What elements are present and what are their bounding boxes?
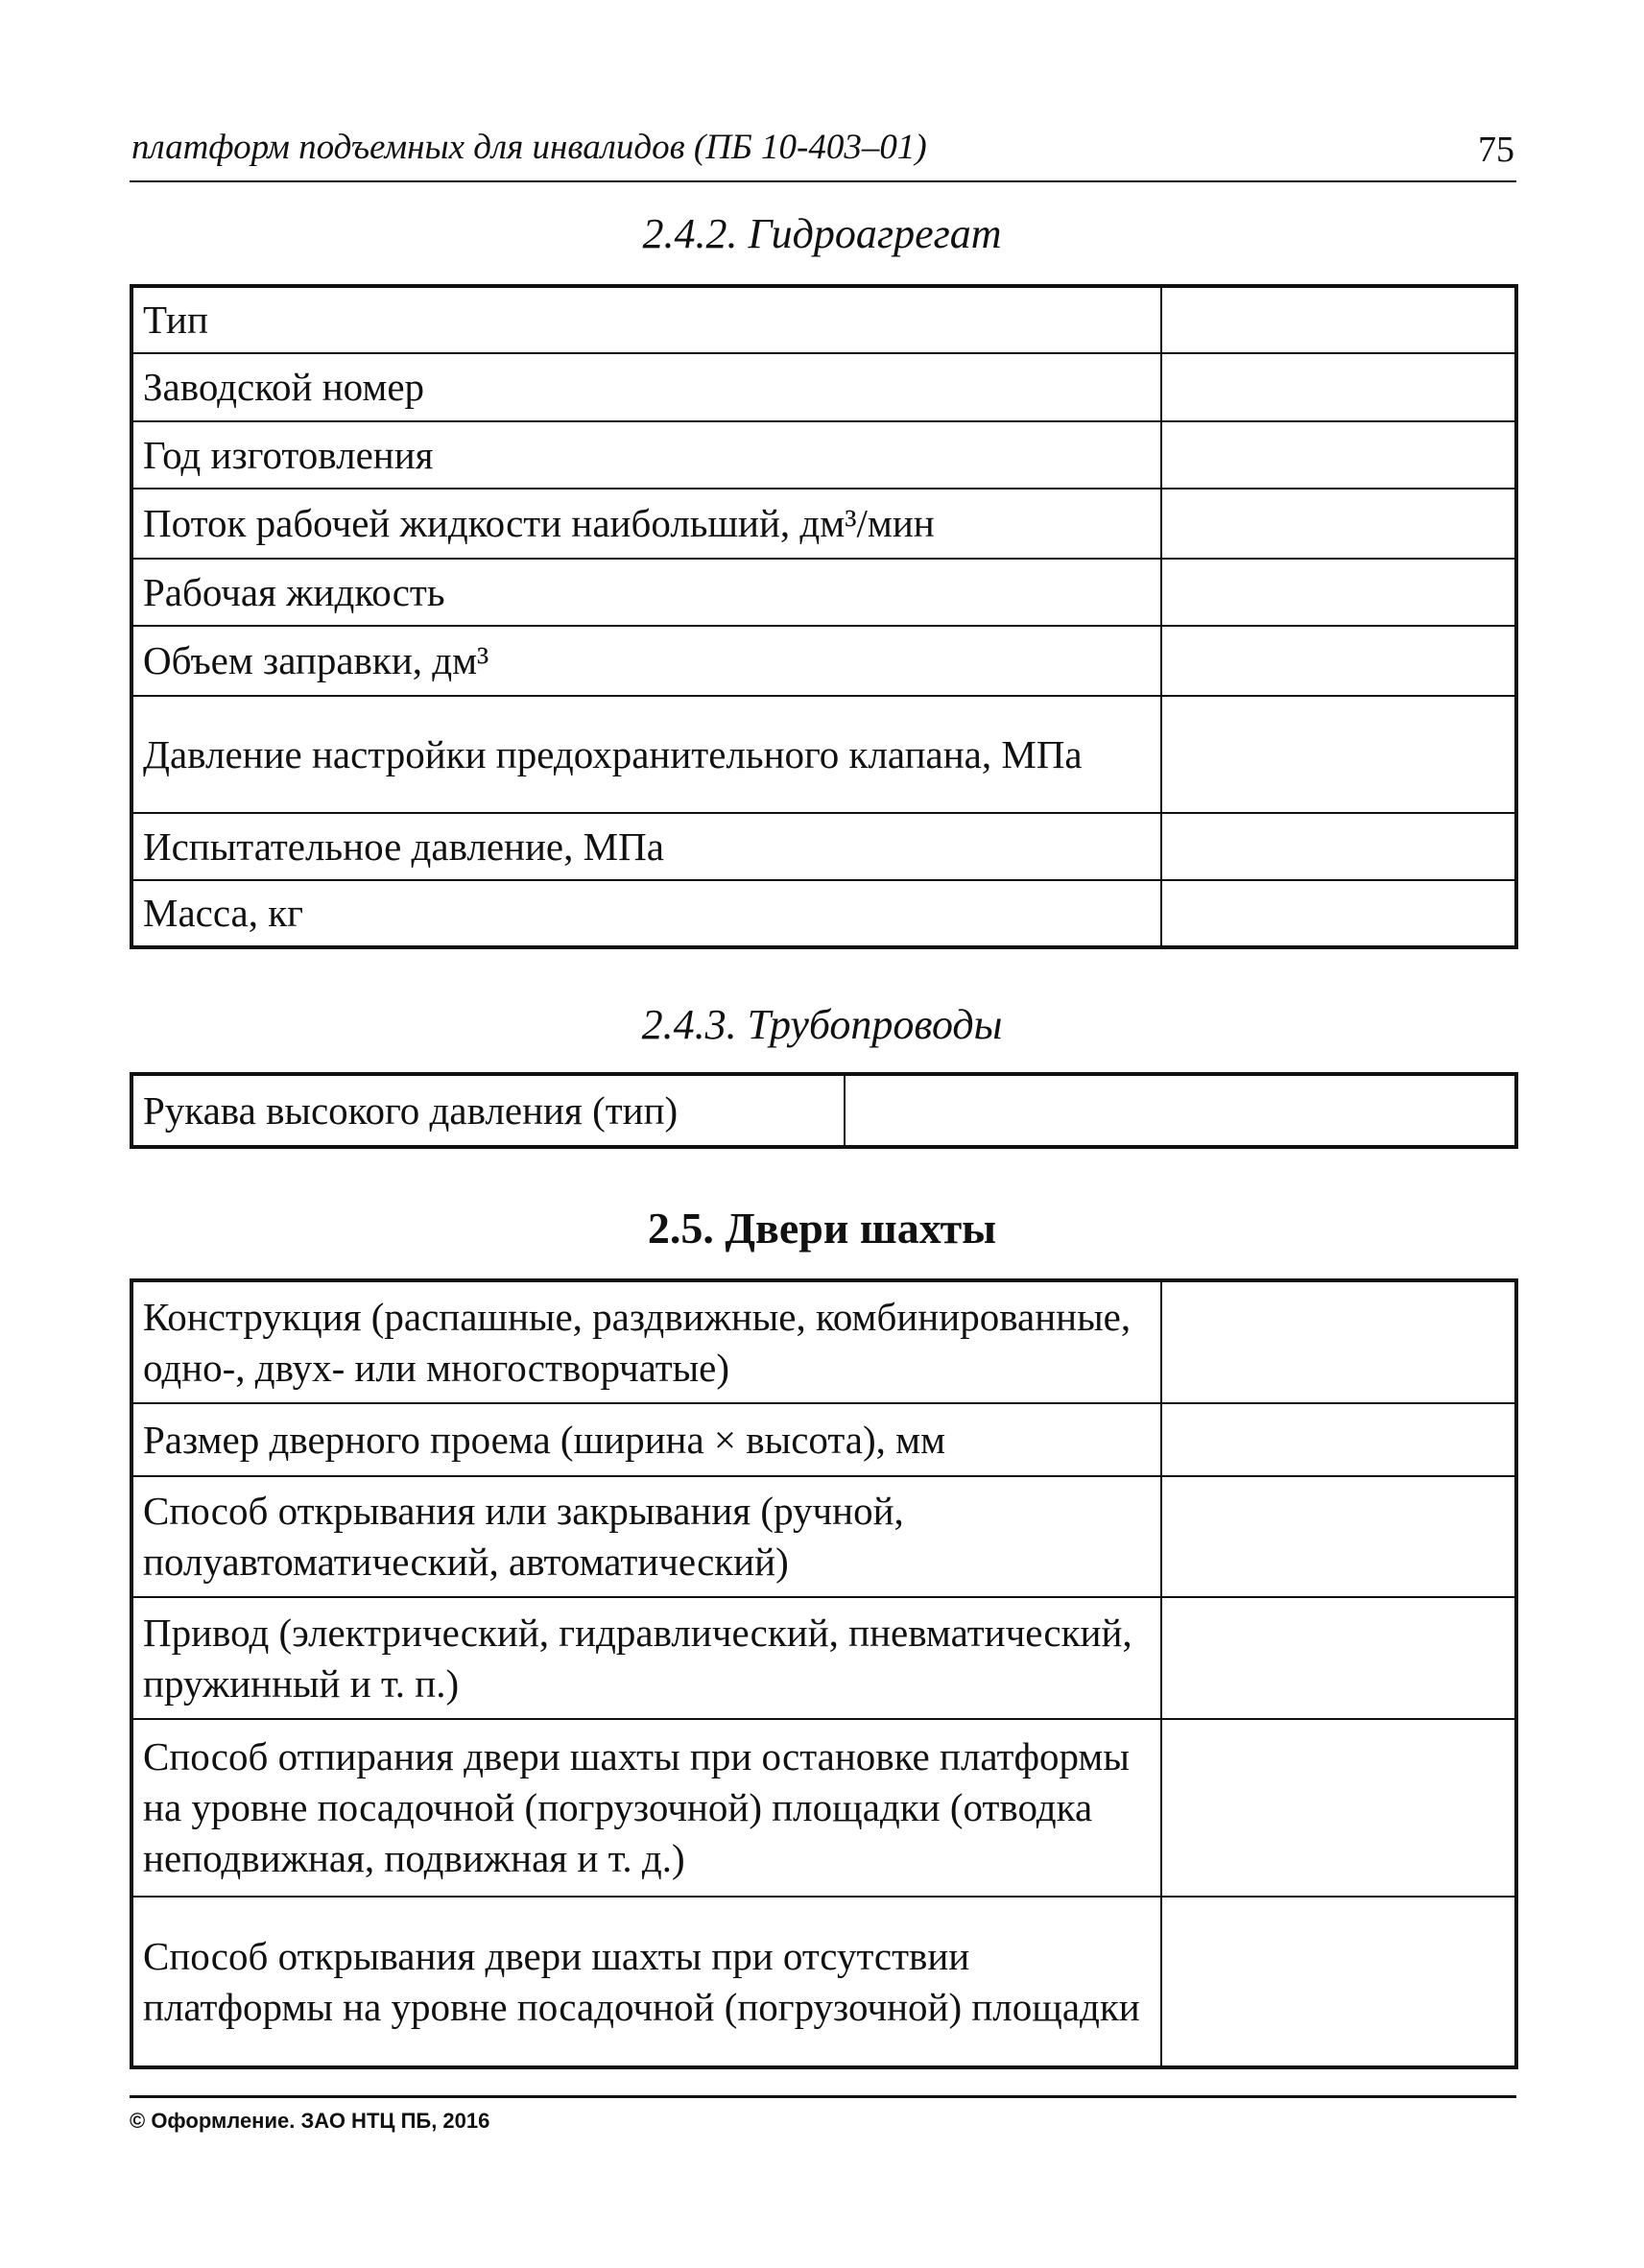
row-value bbox=[1161, 880, 1516, 947]
table-row bbox=[131, 1403, 1516, 1476]
hydraulic-unit-table bbox=[130, 284, 1518, 949]
row-value bbox=[1161, 489, 1516, 559]
row-value bbox=[1161, 626, 1516, 696]
row-value bbox=[1161, 1719, 1516, 1897]
table-row bbox=[131, 559, 1516, 626]
row-label: Способ открывания или закрывания (ручной, полуавтоматический, автоматический) bbox=[131, 1476, 1161, 1597]
running-header bbox=[130, 123, 1516, 182]
footer-copyright: © Оформление. ЗАО НТЦ ПБ, 2016 bbox=[130, 2109, 490, 2133]
table-row bbox=[131, 696, 1516, 813]
row-value bbox=[1161, 559, 1516, 626]
table-row bbox=[131, 626, 1516, 696]
table-row bbox=[131, 880, 1516, 947]
row-label: Объем заправки, дм³ bbox=[131, 626, 1161, 696]
row-label: Рабочая жидкость bbox=[131, 559, 1161, 626]
page-number: 75 bbox=[1478, 130, 1514, 170]
row-label: Испытательное давление, МПа bbox=[131, 813, 1161, 880]
row-value bbox=[1161, 1476, 1516, 1597]
row-label: Масса, кг bbox=[131, 880, 1161, 947]
row-value bbox=[1161, 286, 1516, 353]
running-header-title: платформ подъемных для инвалидов (ПБ 10-403–01) bbox=[131, 128, 927, 167]
table-row bbox=[131, 1074, 1516, 1147]
row-label: Привод (электрический, гидравлический, пневматический, пружинный и т. п.) bbox=[131, 1597, 1161, 1719]
row-label: Год изготовления bbox=[131, 421, 1161, 489]
row-label: Поток рабочей жидкости наибольший, дм³/мин bbox=[131, 489, 1161, 559]
table-row bbox=[131, 813, 1516, 880]
pipelines-table bbox=[130, 1072, 1518, 1149]
row-value bbox=[1161, 353, 1516, 421]
row-label: Давление настройки предохранительного клапана, МПа bbox=[131, 696, 1161, 813]
table-row bbox=[131, 1719, 1516, 1897]
row-label: Размер дверного проема (ширина × высота), мм bbox=[131, 1403, 1161, 1476]
row-value bbox=[1161, 1280, 1516, 1403]
section-heading-2-4-3: 2.4.3. Трубопроводы bbox=[641, 1001, 1003, 1048]
row-value bbox=[1161, 421, 1516, 489]
row-label: Способ отпирания двери шахты при остановке платформы на уровне посадочной (погрузочной) площадки (отводка неподвижная, подвижная и т. д.) bbox=[131, 1719, 1161, 1897]
table-row bbox=[131, 286, 1516, 353]
table-row bbox=[131, 489, 1516, 559]
table-row bbox=[131, 1597, 1516, 1719]
shaft-doors-table bbox=[130, 1278, 1518, 2069]
row-value bbox=[845, 1074, 1516, 1147]
row-value bbox=[1161, 1897, 1516, 2067]
section-heading-2-4-2: 2.4.2. Гидроагрегат bbox=[642, 210, 1002, 257]
table-row bbox=[131, 1280, 1516, 1403]
footer-rule bbox=[130, 2095, 1516, 2098]
table-row bbox=[131, 421, 1516, 489]
row-value bbox=[1161, 1597, 1516, 1719]
row-label: Тип bbox=[131, 286, 1161, 353]
row-label: Заводской номер bbox=[131, 353, 1161, 421]
section-heading-2-5: 2.5. Двери шахты bbox=[647, 1204, 997, 1253]
table-row bbox=[131, 1476, 1516, 1597]
row-value bbox=[1161, 1403, 1516, 1476]
row-label: Рукава высокого давления (тип) bbox=[131, 1074, 845, 1147]
row-value bbox=[1161, 696, 1516, 813]
row-value bbox=[1161, 813, 1516, 880]
row-label: Конструкция (распашные, раздвижные, комбинированные, одно-, двух- или многостворчатые) bbox=[131, 1280, 1161, 1403]
row-label: Способ открывания двери шахты при отсутствии платформы на уровне посадочной (погрузочной) площадки bbox=[131, 1897, 1161, 2067]
table-row bbox=[131, 1897, 1516, 2067]
table-row bbox=[131, 353, 1516, 421]
